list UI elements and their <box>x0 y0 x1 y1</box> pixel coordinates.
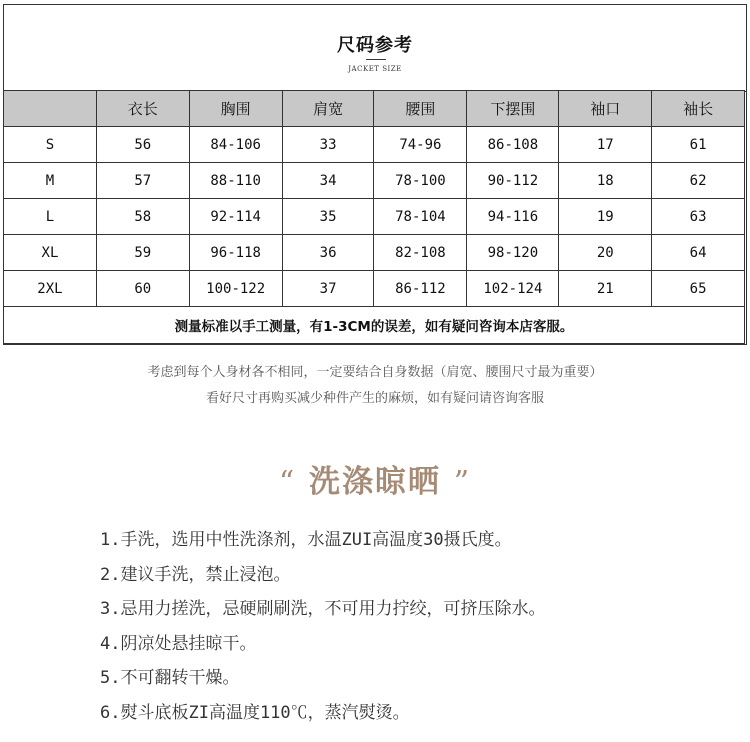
header-cell-shoulder: 肩宽 <box>282 91 374 127</box>
header-cell-size <box>4 91 97 127</box>
list-item: 1.手洗，选用中性洗涤剂，水温ZUI高温度30摄氏度。 <box>100 530 512 550</box>
table-cell: 61 <box>652 127 745 163</box>
size-chart-header <box>4 5 746 92</box>
header-cell-hem: 下摆围 <box>467 91 559 127</box>
table-cell: 19 <box>559 199 652 235</box>
table-cell: 60 <box>96 271 189 307</box>
table-cell: 98-120 <box>467 235 559 271</box>
table-header-row <box>4 91 745 127</box>
measurement-note: 测量标准以手工测量，有1-3CM的误差，如有疑问咨询本店客服。 <box>4 307 745 344</box>
table-cell: 21 <box>559 271 652 307</box>
table-cell: 33 <box>282 127 374 163</box>
table-cell: XL <box>4 235 97 271</box>
table-cell: M <box>4 163 97 199</box>
table-cell: 36 <box>282 235 374 271</box>
close-quote: ” <box>453 465 472 500</box>
open-quote: “ <box>278 465 297 500</box>
table-cell: 84-106 <box>189 127 282 163</box>
table-cell: 56 <box>96 127 189 163</box>
table-cell: 78-100 <box>374 163 467 199</box>
list-item: 2.建议手洗，禁止浸泡。 <box>100 564 291 585</box>
table-cell: 63 <box>652 199 745 235</box>
list-item: 4.阴凉处悬挂晾干。 <box>100 633 257 654</box>
table-cell: 59 <box>96 235 189 271</box>
table-cell: 88-110 <box>189 163 282 199</box>
size-table <box>3 90 745 344</box>
table-cell: 62 <box>652 163 745 199</box>
table-cell: 64 <box>652 235 745 271</box>
header-cell-length: 衣长 <box>96 91 189 127</box>
list-item: 6.熨斗底板ZI高温度110℃，蒸汽熨烫。 <box>100 702 410 723</box>
table-cell: 92-114 <box>189 199 282 235</box>
table-cell: 96-118 <box>189 235 282 271</box>
table-note-row <box>4 307 745 344</box>
table-cell: L <box>4 199 97 235</box>
table-cell: 34 <box>282 163 374 199</box>
table-cell: 82-108 <box>374 235 467 271</box>
table-row <box>4 199 745 235</box>
header-cell-sleeve: 袖长 <box>652 91 745 127</box>
table-cell: 2XL <box>4 271 97 307</box>
table-cell: 94-116 <box>467 199 559 235</box>
list-item: 3.忌用力搓洗，忌硬刷刷洗，不可用力拧绞，可挤压除水。 <box>100 599 546 619</box>
table-row <box>4 271 745 307</box>
table-row <box>4 163 745 199</box>
table-cell: 74-96 <box>374 127 467 163</box>
table-row <box>4 127 745 163</box>
care-instructions <box>100 525 545 732</box>
table-cell: 17 <box>559 127 652 163</box>
table-cell: 57 <box>96 163 189 199</box>
care-heading <box>0 456 750 501</box>
size-chart <box>3 4 747 345</box>
intro-line-2: 看好尺寸再购买减少种件产生的麻烦，如有疑问请咨询客服 <box>205 391 544 406</box>
table-cell: 35 <box>282 199 374 235</box>
table-cell: 58 <box>96 199 189 235</box>
table-cell: 20 <box>559 235 652 271</box>
table-cell: 18 <box>559 163 652 199</box>
table-cell: S <box>4 127 97 163</box>
header-cell-waist: 腰围 <box>374 91 467 127</box>
table-cell: 102-124 <box>467 271 559 307</box>
list-item: 5.不可翻转干燥。 <box>100 668 240 688</box>
table-cell: 90-112 <box>467 163 559 199</box>
table-cell: 86-108 <box>467 127 559 163</box>
care-heading-text: 洗涤晾晒 <box>309 464 441 500</box>
table-cell: 100-122 <box>189 271 282 307</box>
intro-line-1: 考虑到每个人身材各不相同，一定要结合自身数据（肩宽、腰围尺寸最为重要） <box>147 365 603 380</box>
table-cell: 86-112 <box>374 271 467 307</box>
header-cell-cuff: 袖口 <box>559 91 652 127</box>
header-cell-chest: 胸围 <box>189 91 282 127</box>
table-cell: 37 <box>282 271 374 307</box>
size-chart-title: 尺码参考 <box>337 35 413 56</box>
table-row <box>4 235 745 271</box>
title-divider <box>366 59 386 60</box>
table-cell: 65 <box>652 271 745 307</box>
size-chart-subtitle: JACKET SIZE <box>348 65 402 73</box>
table-cell: 78-104 <box>374 199 467 235</box>
